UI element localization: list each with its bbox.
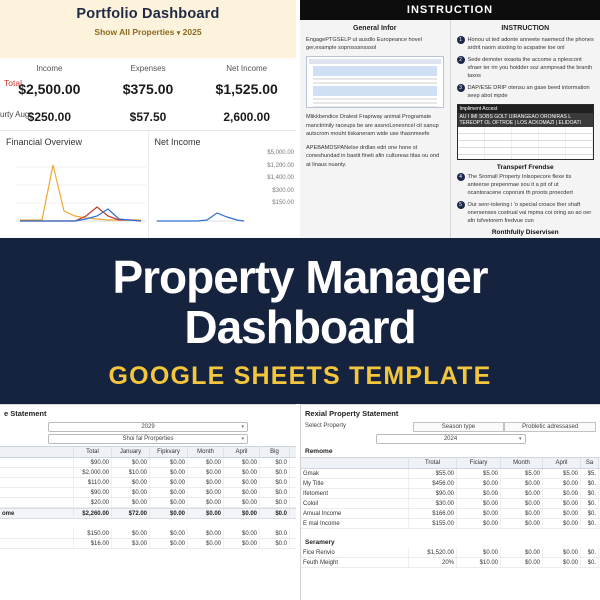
statement-left-title: e Statement (4, 409, 47, 418)
cell-total: $90.00 (74, 458, 112, 467)
table-row[interactable] (301, 558, 600, 568)
cell-january: $0.00 (112, 488, 150, 497)
step-text: Our senr-tolering i 'o special croace ther shaft onersenses costrual vai mpma coi oring ao ao oer afn tsfvetorem fredvue cun (467, 202, 592, 224)
col-header-total: Trotal (409, 458, 457, 468)
cell-month: $0.00 (501, 548, 543, 557)
cell-total: $55.00 (409, 469, 457, 478)
cell-april: $0.00 (224, 468, 260, 477)
cell-month: $0.00 (188, 539, 224, 548)
col-header-april: April (543, 458, 581, 468)
chevron-down-icon: ▾ (241, 436, 244, 442)
cell-january: $0.00 (112, 498, 150, 507)
total-cell-february: $0.00 (150, 509, 188, 518)
cell-ficiary: $0.00 (457, 519, 501, 528)
banner-subtitle: GOOGLE SHEETS TEMPLATE (108, 362, 492, 390)
row-labels (0, 64, 44, 119)
general-info-paragraph-2: Mlikkbendice Dralest Fraprway animal Programate manctirinily raceups be are assnoLonesncel cit sanup autscrom mouht tiskaneram wide use thasnmeefe (306, 114, 439, 137)
y-tick-0: $5,000.00 (267, 150, 294, 156)
tab-season-type[interactable]: Season type (413, 422, 505, 432)
cell-total: 20% (409, 558, 457, 567)
instruction-step (457, 201, 595, 225)
col-header-0 (301, 458, 409, 468)
cell-february: $0.00 (150, 458, 188, 467)
cell-april: $0.00 (543, 519, 581, 528)
total-row-label: ome (0, 509, 74, 518)
y-tick-2: $1,400.00 (267, 175, 294, 181)
thumb-table-title: Impliment Accest (458, 105, 594, 113)
cell-april: $0.00 (224, 458, 260, 467)
transport-section-caption: Transperf Frendse (496, 164, 554, 171)
step-text: Honou ut ted adonte anneete naemecd the phones ardrit naom sisxiing to acspatne toe onl (467, 37, 594, 51)
table-row[interactable] (0, 478, 296, 488)
property-filter-label: Show All Properties (94, 27, 175, 37)
charts-row (0, 131, 296, 241)
general-info-heading: General Infor (352, 25, 397, 32)
thumb-line (313, 82, 437, 84)
thumb-toolbar (309, 59, 441, 64)
step-number-badge: 4 (457, 173, 465, 181)
row-label: Amual Income (301, 509, 409, 518)
financial-overview-chart (0, 131, 149, 241)
y-tick-3: $300.00 (272, 187, 294, 194)
cell-january: $3.00 (112, 539, 150, 548)
net-income-chart-svg (149, 147, 249, 233)
kpi-expenses-value: $375.00 (122, 81, 174, 97)
cell-april: $0.00 (224, 478, 260, 487)
instruction-step (457, 36, 595, 52)
cell-february: $0.00 (150, 478, 188, 487)
cell-total: $155.00 (409, 519, 457, 528)
cell-month: $0.00 (501, 479, 543, 488)
table-row[interactable] (301, 519, 600, 529)
row-label: Feuth Meight (301, 558, 409, 567)
cell-big: $0.0 (260, 468, 290, 477)
row-label (0, 539, 74, 548)
net-income-chart (149, 131, 297, 241)
cell-month: $0.00 (188, 458, 224, 467)
cell-april: $0.00 (224, 488, 260, 497)
cell-total: $456.00 (409, 479, 457, 488)
cell-month: $0.00 (501, 509, 543, 518)
portfolio-header (0, 0, 296, 58)
financial-overview-chart-svg (0, 147, 150, 233)
col-header-month: Month (188, 447, 224, 457)
kpi-row (0, 58, 296, 124)
cell-april: $5.00 (543, 469, 581, 478)
row-label (0, 478, 74, 487)
thumb-table-row (458, 148, 594, 155)
thumb-table-row (458, 134, 594, 141)
table-row[interactable] (0, 539, 296, 549)
table-row[interactable] (301, 548, 600, 558)
cell-april: $0.00 (543, 558, 581, 567)
cell-february: $0.00 (150, 488, 188, 497)
cell-month: $0.00 (188, 468, 224, 477)
col-header-sa: Sa (581, 458, 599, 468)
statement-right-header-row (301, 457, 600, 469)
instruction-banner: INSTRUCTION (300, 0, 600, 20)
cell-january: $0.00 (112, 458, 150, 467)
cell-month: $0.00 (501, 519, 543, 528)
kpi-net-income (197, 58, 296, 124)
cell-february: $0.00 (150, 498, 188, 507)
statement-left-header-row (0, 446, 296, 458)
thumb-table-note: AU I IMI SOBS GOLT UIRANGEAO ORONIRAS L TEREOPT OL OFTROE | LOS ACKOMAZI | ELIDOATI (458, 113, 594, 127)
total-cell-month: $0.00 (188, 509, 224, 518)
cell-big: $0.0 (260, 539, 290, 548)
table-row[interactable] (301, 499, 600, 509)
statement-right-panel (300, 404, 600, 600)
property-filter[interactable] (0, 27, 296, 37)
screenshot-thumbnail-1 (306, 56, 444, 108)
table-row[interactable] (0, 529, 296, 539)
cell-ficiary: $0.00 (457, 509, 501, 518)
cell-ficiary: $0.00 (457, 489, 501, 498)
cell-april: $0.00 (224, 529, 260, 538)
step-number-badge: 1 (457, 36, 465, 44)
cell-april: $0.00 (543, 499, 581, 508)
thumb-block (313, 66, 437, 76)
kpi-net-income-value-2: 2,600.00 (223, 110, 271, 124)
kpi-income-value: $2,500.00 (18, 81, 81, 97)
table-row[interactable] (0, 458, 296, 468)
step-number-badge: 2 (457, 56, 465, 64)
section-header-income: Remome (301, 446, 600, 457)
cell-january: $10.00 (112, 468, 150, 477)
portfolio-dashboard-panel (0, 0, 296, 242)
title-banner (0, 238, 600, 404)
screenshot-thumbnail-table (457, 104, 595, 160)
table-row[interactable] (301, 469, 600, 479)
statement-left-panel (0, 404, 296, 600)
tab-problem-addressed[interactable]: Probletic adressased (504, 422, 596, 432)
cell-ficiary: $5.00 (457, 469, 501, 478)
cell-sa: $0. (581, 558, 599, 567)
instruction-heading: INSTRUCTION (501, 25, 550, 32)
row-label (0, 488, 74, 497)
instruction-step (457, 56, 595, 80)
banner-title-line-1: Property Manager (112, 251, 488, 303)
thumb-line (313, 78, 437, 80)
total-cell-total: $2,260.00 (74, 509, 112, 518)
thumb-table-row (458, 155, 594, 160)
col-header-january: January (112, 447, 150, 457)
row-label: Fice Renvio (301, 548, 409, 557)
table-row[interactable] (0, 488, 296, 498)
cell-big: $0.0 (260, 458, 290, 467)
table-row[interactable] (301, 489, 600, 499)
cell-total: $1,520.00 (409, 548, 457, 557)
cell-big: $0.0 (260, 498, 290, 507)
row-label (0, 458, 74, 467)
year-select-right[interactable] (376, 434, 526, 444)
y-tick-4: $150.00 (272, 200, 294, 206)
row-label-secondary: urty Aug (0, 110, 30, 119)
year-label: 2025 (182, 27, 202, 37)
col-header-month: Month (501, 458, 543, 468)
kpi-expenses (99, 58, 198, 124)
cell-month: $0.00 (188, 529, 224, 538)
year-select-right-value: 2024 (443, 436, 458, 442)
cell-sa: $0. (581, 479, 599, 488)
property-select-left[interactable] (48, 434, 248, 444)
cell-total: $166.00 (409, 509, 457, 518)
col-header-0 (0, 447, 74, 457)
cell-big: $0.0 (260, 478, 290, 487)
cell-april: $0.00 (543, 548, 581, 557)
cell-sa: $5. (581, 469, 599, 478)
row-label: Gmak (301, 469, 409, 478)
instruction-left-column (300, 20, 450, 242)
net-income-chart-title: Net Income (154, 137, 201, 147)
cell-sa: $0. (581, 519, 599, 528)
cell-total: $90.00 (74, 488, 112, 497)
general-info-paragraph-3: APEBAMDSPANelse drdlan edri one hone st coneshundad in bastit fineti afin cultureas titas ou ond at linaus nuanty. (306, 144, 440, 168)
instruction-panel (300, 0, 600, 242)
cell-month: $0.00 (188, 488, 224, 497)
instruction-right-column (450, 20, 600, 242)
cell-total: $20.00 (74, 498, 112, 507)
step-number-badge: 3 (457, 84, 465, 92)
cell-month: $0.00 (501, 558, 543, 567)
cell-ficiary: $0.00 (457, 499, 501, 508)
select-property-label: Select Property (305, 423, 347, 429)
cell-sa: $0. (581, 489, 599, 498)
cell-sa: $0. (581, 509, 599, 518)
year-select-left[interactable] (48, 422, 248, 432)
section-header-summary: Seramery (301, 537, 600, 548)
cell-month: $0.00 (501, 499, 543, 508)
step-text: The Sromall Property Inlsopecore flexe tis anteerse prepenmae sou it a pit of ut ocantoracene coporuni th proots proecdert (467, 174, 573, 196)
cell-month: $0.00 (188, 478, 224, 487)
chevron-down-icon: ▾ (241, 424, 244, 430)
instruction-body (300, 20, 600, 242)
thumb-line (313, 102, 437, 104)
statement-right-tabs (305, 422, 596, 432)
cell-february: $0.00 (150, 539, 188, 548)
cell-month: $0.00 (501, 489, 543, 498)
cell-april: $0.00 (543, 509, 581, 518)
cell-big: $0.0 (260, 529, 290, 538)
cell-february: $0.00 (150, 529, 188, 538)
property-select-left-value: Shoi fal Prorperties (122, 436, 174, 442)
row-label (0, 498, 74, 507)
row-label: Ifetoment (301, 489, 409, 498)
financial-overview-chart-title: Financial Overview (6, 137, 83, 147)
col-header-ficiary: Ficiary (457, 458, 501, 468)
step-number-badge: 5 (457, 201, 465, 209)
y-tick-1: $1,200.00 (267, 162, 294, 169)
banner-title-line-2: Dashboard (184, 301, 416, 353)
row-label (0, 529, 74, 538)
table-row[interactable] (301, 509, 600, 519)
instruction-step (457, 173, 595, 197)
year-select-left-value: 2029 (141, 424, 155, 430)
cell-total: $2,000.00 (74, 468, 112, 477)
row-label: Coloil (301, 499, 409, 508)
col-header-february: Fipkvary (150, 447, 188, 457)
cell-month: $0.00 (188, 498, 224, 507)
kpi-income-value-2: $250.00 (27, 110, 72, 124)
cell-ficiary: $10.00 (457, 558, 501, 567)
total-cell-january: $72.00 (112, 509, 150, 518)
net-income-y-axis-labels (267, 147, 294, 210)
cell-april: $0.00 (224, 498, 260, 507)
cell-total: $90.00 (409, 489, 457, 498)
chevron-down-icon: ▾ (518, 436, 522, 442)
col-header-total: Total (74, 447, 112, 457)
cell-total: $110.00 (74, 478, 112, 487)
row-label: E mal Income (301, 519, 409, 528)
col-header-april: April (224, 447, 260, 457)
thumb-table-row (458, 141, 594, 148)
statement-right-title: Rexial Property Statement (305, 409, 399, 418)
step-text: DAP/ESE DRIP otensu an gase beed intormation seep abot mpde (467, 85, 590, 99)
instruction-step (457, 84, 595, 100)
cell-ficiary: $0.00 (457, 479, 501, 488)
kpi-net-income-value: $1,525.00 (215, 81, 278, 97)
total-row (0, 508, 296, 519)
cell-april: $0.00 (543, 489, 581, 498)
table-row[interactable] (0, 468, 296, 478)
col-header-big: Big (260, 447, 290, 457)
cell-big: $0.0 (260, 488, 290, 497)
total-cell-april: $0.00 (224, 509, 260, 518)
kpi-income-label: Income (36, 64, 63, 73)
table-row[interactable] (301, 479, 600, 489)
row-label (0, 468, 74, 477)
cell-total: $30.00 (409, 499, 457, 508)
cell-april: $0.00 (543, 479, 581, 488)
kpi-expenses-label: Expenses (130, 64, 166, 73)
thumb-block (313, 86, 437, 96)
general-info-paragraph-1: EngagePTGSELP ut ausdlo Europeance hovel ger,example soprosssnsssol (306, 37, 422, 51)
cell-january: $0.00 (112, 529, 150, 538)
cell-april: $0.00 (224, 539, 260, 548)
page-title: Portfolio Dashboard (76, 6, 220, 22)
cell-month: $5.00 (501, 469, 543, 478)
cell-total: $16.00 (74, 539, 112, 548)
kpi-net-income-label: Net Income (226, 64, 268, 73)
thumb-line (313, 98, 437, 100)
cell-february: $0.00 (150, 468, 188, 477)
bottom-section-caption: Ronthfully Diservisen (491, 229, 559, 236)
cell-sa: $0. (581, 548, 599, 557)
thumb-table-row (458, 127, 594, 134)
total-cell-big: $0.0 (260, 509, 290, 518)
row-label-total: Total (4, 78, 22, 88)
cell-ficiary: $0.00 (457, 548, 501, 557)
table-row[interactable] (0, 498, 296, 508)
row-label: My Title (301, 479, 409, 488)
thumb-line (313, 106, 437, 108)
chevron-down-icon: ▾ (176, 30, 181, 37)
cell-total: $150.00 (74, 529, 112, 538)
cell-sa: $0. (581, 499, 599, 508)
cell-january: $0.00 (112, 478, 150, 487)
step-text: Sede demoter exaota the accome a nplescont sfraer ter rin you hoidder soz anmpread the branth taxos (467, 57, 593, 79)
kpi-expenses-value-2: $57.50 (129, 110, 167, 124)
